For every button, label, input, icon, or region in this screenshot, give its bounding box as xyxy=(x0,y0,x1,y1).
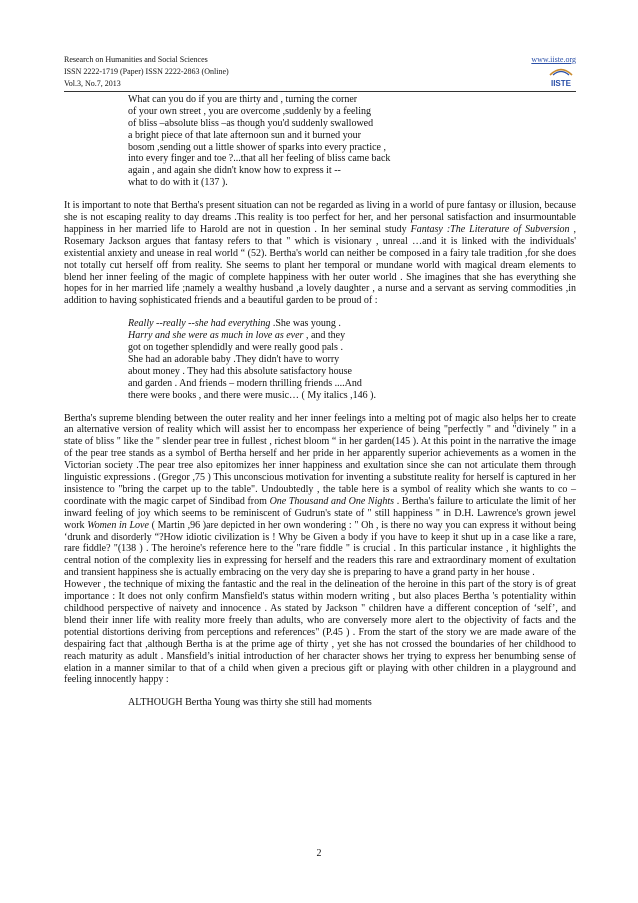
quote-line: of bliss –absolute bliss –as though you'd suddenly swallowed xyxy=(128,117,374,129)
quote-line: there were books , and there were music… ( My italics ,146 ). xyxy=(128,389,376,401)
iiste-logo xyxy=(546,66,576,88)
paragraph-2: Bertha's supreme blending between the outer reality and her inner feelings into a melting pot of magic also helps her to create an alternative version of reality which will assist her to encompass her experience of being "perfectly " and "divinely " in a state of bliss " like the " slender pear tree in fullest , richest bloom “ in her garden(145 ). At this point in the narrative the image of the pear tree stands as a symbol of Bertha herself and her pride in her apparently superior achievements as a women in the Victorian society .The pear tree also epitomizes her inner happiness and exultation since she can not articulate them through linguistic expressions . (Gregor ,75 ) This unconscious motivation for inventing a substitute reality for herself is captured in her insistence to "bring the carpet up to the table". Undoubtedly , the table here is a symbol of reality which she wants to co –coordinate with the magic carpet of Sindibad from One Thousand and One Nights . Bertha's failure to articulate the limit of her inward feeling of joy which seems to be reminiscent of Gudrun's state of " still happiness " in D.H. Lawrence's grown jewel work Women in Love ( Martin ,96 )are depicted in her own wondering : " Oh , is there no way you can express it without being ‘drunk and disorderly “?How idiotic civilization is ! Why be Given a body if you have to keep it shut up in a case like a rare, rare fiddle? "(138 ) . The heroine's reference here to the "rare fiddle " is crucial . In this particular instance , it highlights the central notion of the complexity lies in expressing for herself and the readers this rare and extraordinary moment of exultation and transient happiness she is actually embracing on the very day she is preparing to have a grand party in her house . xyxy=(64,412,576,579)
quote-line: and garden . And friends – modern thrilling friends ....And xyxy=(128,377,362,389)
journal-title: Research on Humanities and Social Sciences xyxy=(64,55,208,64)
quote-line: Really --really --she had everything .She was young . xyxy=(128,318,341,330)
quote-line: of your own street , you are overcome ,suddenly by a feeling xyxy=(128,105,371,117)
quote-line: ALTHOUGH Bertha Young was thirty she still had moments xyxy=(128,697,372,709)
journal-volume: Vol.3, No.7, 2013 xyxy=(64,79,121,88)
journal-url-link[interactable]: www.iiste.org xyxy=(531,55,576,64)
block-quote-1 xyxy=(128,94,576,189)
book-title: One Thousand and One Nights xyxy=(269,495,395,507)
book-title: Fantasy :The Literature of Subversion xyxy=(410,223,570,235)
header-rule xyxy=(64,91,576,92)
block-quote-3 xyxy=(128,697,576,709)
quote-line: into every finger and toe ?...that all her feeling of bliss came back xyxy=(128,153,391,165)
quote-line: again , and again she didn't know how to express it -- xyxy=(128,165,341,177)
quote-line: about money . They had this absolute satisfactory house xyxy=(128,365,352,377)
page-number: 2 xyxy=(316,848,322,859)
journal-issn: ISSN 2222-1719 (Paper) ISSN 2222-2863 (Online) xyxy=(64,67,229,76)
quote-line: a bright piece of that late afternoon sun and it burned your xyxy=(128,129,361,141)
book-title: Women in Love xyxy=(87,519,149,531)
quote-line: She had an adorable baby .They didn't have to worry xyxy=(128,353,340,365)
paragraph-1: It is important to note that Bertha's present situation can not be regarded as living in a world of pure fantasy or illusion, because she is not escaping reality to day dreams .This reality is too perfect for her, and her personal satisfaction and insurmountable happiness in her married life to Harold are not in question . In her seminal study Fantasy :The Literature of Subversion , Rosemary Jackson argues that fantasy refers to that " which is visionary , unreal …and it is linked with the individuals' existential anxiety and unease in real world “ (52). Bertha's world can neither be composed in a fairy tale tradition ,for she does not totally cut herself off from reality. She seems to plant her temporal or mundane world with magical dream elements to blend her inner feeling of the magic of complete happiness with her outer world . She imagines that she has everything she hopes for in her married life ;namely a wealthy husband ,a lovely daughter , a nurse and a servant as serving commodities ,in addition to having sophisticated friends and a beautiful garden to be proud of : xyxy=(64,200,576,307)
quote-line: Harry and she were as much in love as ever , and they xyxy=(128,330,346,342)
journal-header xyxy=(64,54,576,90)
quote-line: what to do with it (137 ). xyxy=(128,177,228,189)
page-body xyxy=(64,94,576,709)
quote-line: bosom ,sending out a little shower of sparks into every practice , xyxy=(128,141,386,153)
quote-line: got on together splendidly and were really good pals . xyxy=(128,342,343,354)
quote-line: What can you do if you are thirty and , turning the corner xyxy=(128,94,358,105)
block-quote-2 xyxy=(128,318,576,401)
paragraph-3: However , the technique of mixing the fantastic and the real in the delineation of the heroine in this part of the story is of great importance : It does not only confirm Mansfield's status within modern writing , but also places Bertha 's potentiality within childhood perspective of naivety and innocence . As stated by Jackson " children have a different conception of ‘self’, and blend their inner life with reality more freely than adults, who are conversely more alert to the objectivity of facts and the potential distortions deriving from perceptions and references" (P.45 ) . From the start of the story we are made aware of the despairing fact that ,although Bertha is at the prime age of thirty , yet she has not crossed the boundaries of her childhood to reach maturity as adult . Mansfield’s initial introduction of her character shows her trying to express her benumbing sense of elation in a manner similar to that of a child when given a precious gift or playing with other children in a playground and feeling innocently happy : xyxy=(64,579,576,686)
logo-text: IISTE xyxy=(550,79,572,88)
